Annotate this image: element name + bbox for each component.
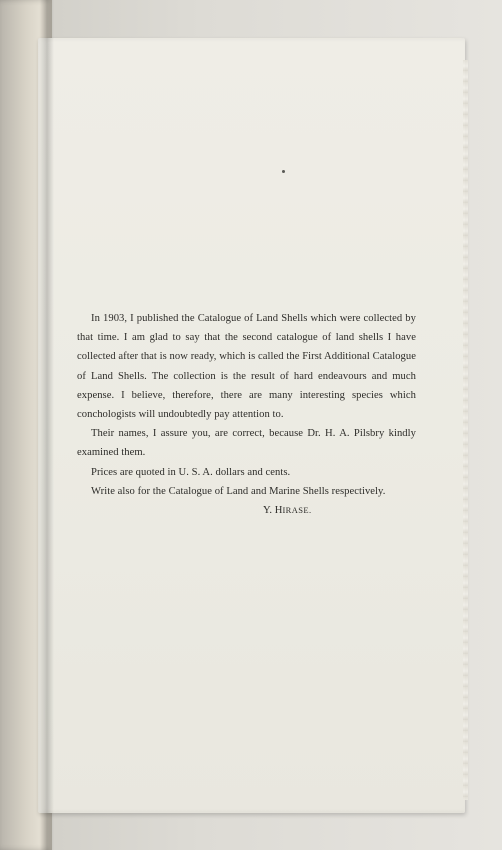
paragraph-catalogue: Write also for the Catalogue of Land and Marine Shells respectively.	[91, 485, 386, 497]
paragraph-publication: In 1903, I published the Catalogue of Land Shells which were collected by that time. I am glad to say that the second catalogue of land shells I have collected after that is now ready, which is called the First Additional Catalogue of Land Shells. The collection is the result of hard endeavours and much expense. I believe, therefore, there are many interesting species which conchologists will undoubtedly pay attention to.	[77, 313, 416, 421]
signature	[77, 501, 416, 520]
signature-surname-rest: IRASE.	[282, 505, 312, 516]
spine-shadow	[40, 0, 54, 850]
signature-surname-initial: H	[274, 505, 283, 517]
signature-initial: Y.	[263, 505, 273, 517]
paragraph-prices: Prices are quoted in U. S. A. dollars and cents.	[91, 466, 291, 478]
letter-text	[77, 309, 416, 520]
paragraph-names: Their names, I assure you, are correct, because Dr. H. A. Pilsbry kindly examined them.	[77, 428, 416, 459]
page-edge	[463, 60, 468, 800]
page-mark	[282, 170, 285, 173]
